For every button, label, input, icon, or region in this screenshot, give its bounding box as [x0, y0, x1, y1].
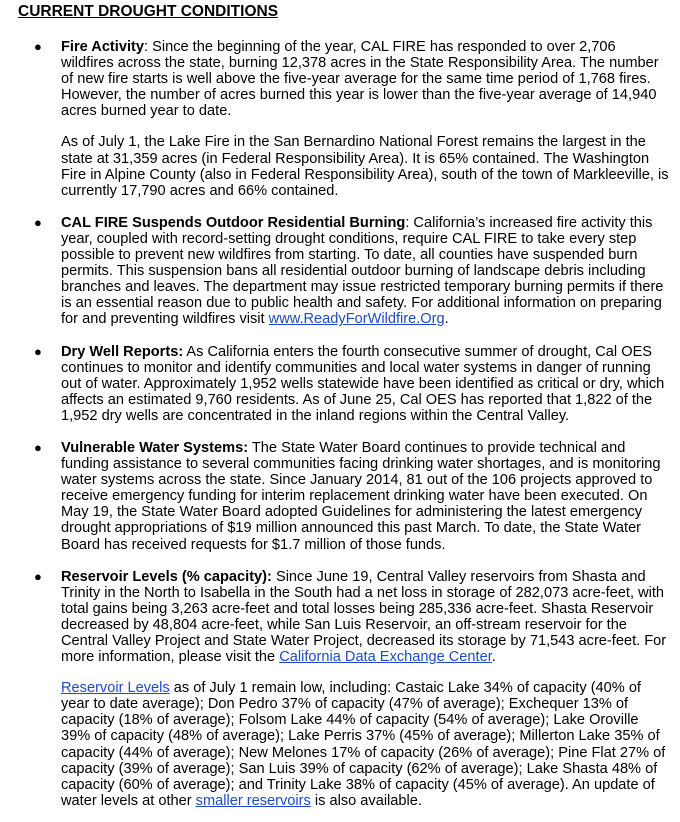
cdec-link[interactable]: California Data Exchange Center [279, 649, 492, 666]
bullet-icon: ● [34, 568, 42, 584]
item-text-end: is also available. [310, 792, 422, 809]
item-text-end: . [444, 311, 449, 328]
bullet-icon: ● [34, 39, 42, 54]
item-title: Vulnerable Water Systems: [61, 439, 249, 456]
item-text-end: . [491, 649, 496, 666]
page-title: CURRENT DROUGHT CONDITIONS [18, 3, 279, 20]
item-text: As California enters the fourth consecutive summer of drought, Cal OES continues to monitor and identify communities and local water systems in danger of running out of water. Approximately 1,952 wells statewide have been identified as critical or dry, which affects an estimated 9,760 residents. As of June 25, Cal OES has reported that 1,822 of the 1,952 dry wells are concentrated in the inland regions within the Central Valley. [61, 343, 665, 424]
item-paragraph: As of July 1, the Lake Fire in the San Bernardino National Forest remains the largest in the state at 31,359 acres (in Federal Responsibility Area). It is 65% contained. The Washington Fire in Alpine County (also in Federal Responsibility Area), south of the town of Markleeville, is currently 17,790 acres and 66% contained. [61, 134, 669, 199]
item-title: Fire Activity [61, 39, 144, 55]
list-item-burning-suspension [18, 215, 670, 328]
item-text: as of July 1 remain low, including: Castaic Lake 34% of capacity (40% of year to date average); Don Pedro 37% of capacity (47% of average); Exchequer 13% of capacity (18% of average); Folsom Lake 44% of capacity (54% of average); Lake Oroville 39% of capacity (48% of average); Lake Perris 37% (45% of average); Millerton Lake 35% of capacity (44% of average); New Melones 17% of capacity (26% of average); Pine Flat 27% of capacity (39% of average); San Luis 39% of capacity (62% of average); Lake Shasta 48% of capacity (60% of average); and Trinity Lake 38% of capacity (45% of average). An update of water levels at other [61, 680, 666, 809]
item-text: : Since the beginning of the year, CAL FIRE has responded to over 2,706 wildfires across the state, burning 12,378 acres in the State Responsibility Area. The number of new fire starts is well above the five-year average for the same time period of 1,768 fires. However, the number of acres burned this year is lower than the five-year average of 14,940 acres burned year to date. [61, 39, 659, 120]
item-text: : California’s increased fire activity this year, coupled with record-setting drought conditions, require CAL FIRE to take every step possible to prevent new wildfires from starting. To date, all counties have suspended burn permits. This suspension bans all residential outdoor burning of landscape debris including branches and leaves. The department may issue restricted temporary burning permits if there is an essential reason due to public health and safety. For additional information on preparing for and preventing wildfires visit [61, 214, 664, 328]
bullet-icon: ● [34, 214, 42, 230]
bullet-icon: ● [34, 439, 42, 455]
smaller-reservoirs-link[interactable]: smaller reservoirs [195, 792, 311, 809]
conditions-list [18, 39, 670, 809]
item-title: Dry Well Reports: [61, 343, 184, 360]
list-item-fire-activity [18, 39, 670, 199]
item-text: Since June 19, Central Valley reservoirs from Shasta and Trinity in the North to Isabella in the South had a net loss in storage of 282,073 acre-feet, with total gains being 3,263 acre-feet and total losses being 285,336 acre-feet. Shasta Reservoir decreased by 48,804 acre-feet, while San Luis Reservoir, an off-stream reservoir for the Central Valley Project and State Water Project, decreased its storage by 71,543 acre-feet. For more information, please visit the [61, 568, 667, 666]
reservoir-levels-link[interactable]: Reservoir Levels [61, 680, 170, 697]
list-item-water-systems [18, 440, 670, 553]
list-item-dry-wells [18, 344, 670, 424]
bullet-icon: ● [34, 343, 42, 359]
item-text: The State Water Board continues to provide technical and funding assistance to several communities facing drinking water shortages, and is monitoring water systems across the state. Since January 2014, 81 out of the 106 projects approved to receive emergency funding for interim replacement drinking water have been executed. On May 19, the State Water Board adopted Guidelines for administering the latest emergency drought appropriations of $19 million announced this past March. To date, the State Water Board has received requests for $1.7 million of those funds. [61, 439, 661, 553]
list-item-reservoir-levels [18, 569, 670, 809]
item-title: Reservoir Levels (% capacity): [61, 568, 272, 585]
readyforwildfire-link[interactable]: www.ReadyForWildfire.Org [268, 311, 445, 328]
item-title: CAL FIRE Suspends Outdoor Residential Burning [61, 214, 406, 231]
